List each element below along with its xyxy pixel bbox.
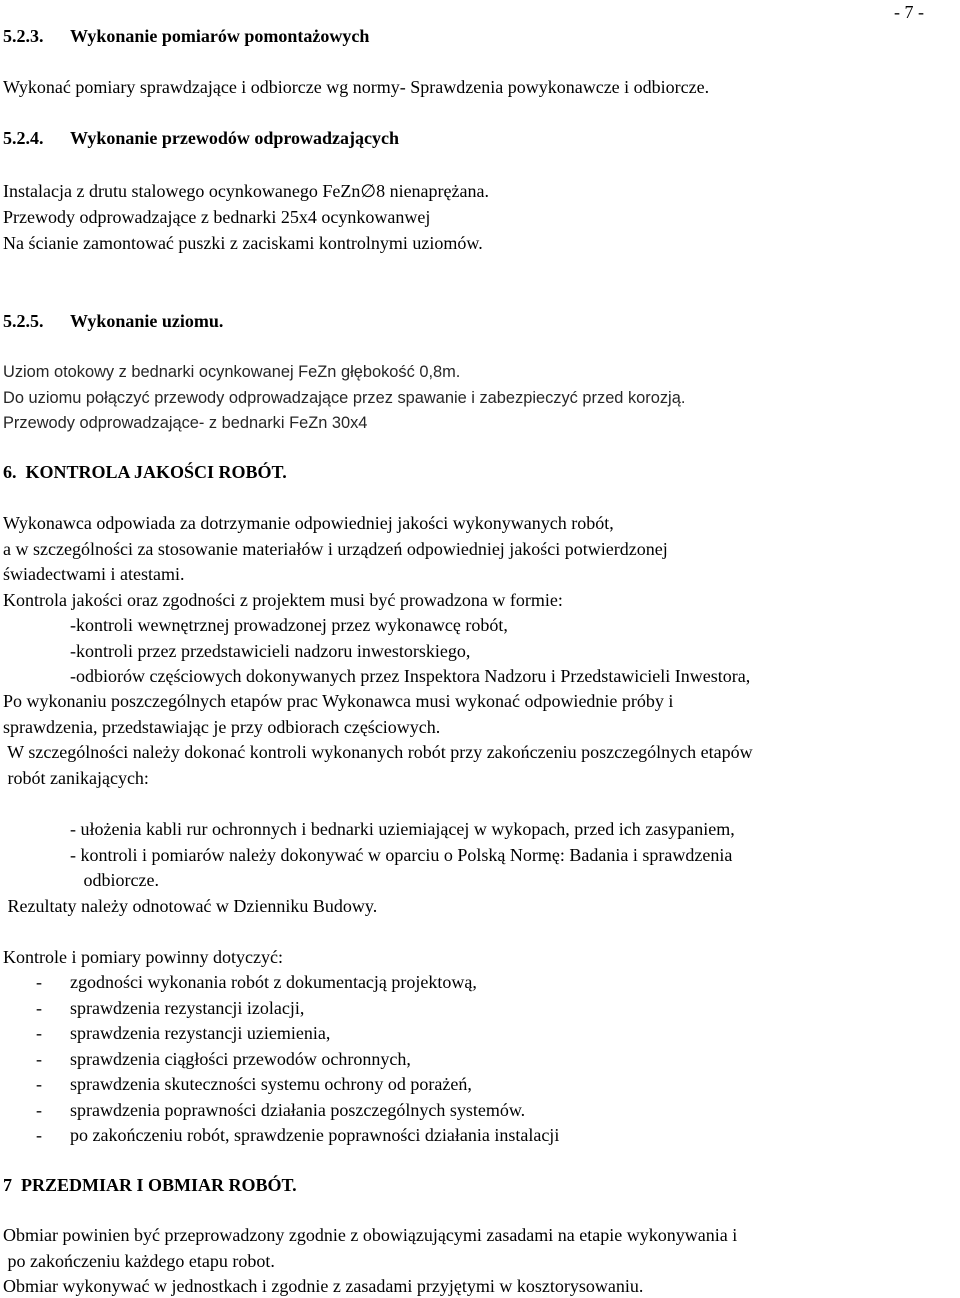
list-item: - kontroli i pomiarów należy dokonywać w oparciu o Polską Normę: Badania i sprawdzenia xyxy=(70,845,733,865)
list-item: -odbiorów częściowych dokonywanych przez Inspektora Nadzoru i Przedstawicieli Inwestora, xyxy=(70,666,751,686)
section-heading-5-2-5 xyxy=(3,310,223,332)
text-line: Obmiar wykonywać w jednostkach i zgodnie z zasadami przyjętymi w kosztorysowaniu. xyxy=(3,1276,644,1296)
text-line: W szczególności należy dokonać kontroli wykonanych robót przy zakończeniu poszczególnych etapów xyxy=(3,742,753,762)
list-dash: - xyxy=(36,1100,42,1120)
list-dash: - xyxy=(36,1023,42,1043)
text-line: świadectwami i atestami. xyxy=(3,564,185,584)
text-line: Przewody odprowadzające- z bednarki FeZn 30x4 xyxy=(3,414,368,432)
list-item: sprawdzenia ciągłości przewodów ochronnych, xyxy=(70,1049,411,1069)
text-line: robót zanikających: xyxy=(3,768,149,788)
list-item: sprawdzenia rezystancji uziemienia, xyxy=(70,1023,331,1043)
text-line: Po wykonaniu poszczególnych etapów prac Wykonawca musi wykonać odpowiednie próby i xyxy=(3,691,674,711)
section-title: Wykonanie uziomu. xyxy=(70,311,224,331)
list-item: -kontroli wewnętrznej prowadzonej przez wykonawcę robót, xyxy=(70,615,508,635)
section-title: Wykonanie przewodów odprowadzających xyxy=(70,128,400,148)
text-line: Wykonawca odpowiada za dotrzymanie odpowiedniej jakości wykonywanych robót, xyxy=(3,513,614,533)
text-line: Obmiar powinien być przeprowadzony zgodnie z obowiązującymi zasadami na etapie wykonywania i xyxy=(3,1225,738,1245)
list-item: zgodności wykonania robót z dokumentacją projektową, xyxy=(70,972,477,992)
text-line: Przewody odprowadzające z bednarki 25x4 ocynkowanwej xyxy=(3,207,431,227)
list-item: po zakończeniu robót, sprawdzenie poprawności działania instalacji xyxy=(70,1125,560,1145)
section-number: 5.2.5. xyxy=(3,311,44,331)
list-item: -kontroli przez przedstawicieli nadzoru inwestorskiego, xyxy=(70,641,471,661)
text-line: Kontrola jakości oraz zgodności z projektem musi być prowadzona w formie: xyxy=(3,590,563,610)
section-number: 5.2.3. xyxy=(3,26,44,46)
list-dash: - xyxy=(36,972,42,992)
text-line: Na ścianie zamontować puszki z zaciskami kontrolnymi uziomów. xyxy=(3,233,483,253)
section-heading-7: 7 PRZEDMIAR I OBMIAR ROBÓT. xyxy=(3,1175,297,1195)
text-line: Kontrole i pomiary powinny dotyczyć: xyxy=(3,947,283,967)
text-line: po zakończeniu każdego etapu robot. xyxy=(3,1251,275,1271)
list-item: - ułożenia kabli rur ochronnych i bednarki uziemiającej w wykopach, przed ich zasypaniem, xyxy=(70,819,735,839)
text-line: Rezultaty należy odnotować w Dzienniku Budowy. xyxy=(3,896,378,916)
text-line: sprawdzenia, przedstawiając je przy odbiorach częściowych. xyxy=(3,717,441,737)
text-line: Uziom otokowy z bednarki ocynkowanej FeZn głębokość 0,8m. xyxy=(3,363,461,381)
section-title: Wykonanie pomiarów pomontażowych xyxy=(70,26,370,46)
page-number: - 7 - xyxy=(894,2,924,22)
section-heading-5-2-3 xyxy=(3,25,369,47)
paragraph: Wykonać pomiary sprawdzające i odbiorcze wg normy- Sprawdzenia powykonawcze i odbiorcze. xyxy=(3,77,710,97)
section-heading-5-2-4 xyxy=(3,127,399,149)
list-item: sprawdzenia poprawności działania poszczególnych systemów. xyxy=(70,1100,526,1120)
list-dash: - xyxy=(36,998,42,1018)
list-dash: - xyxy=(36,1125,42,1145)
list-item: sprawdzenia rezystancji izolacji, xyxy=(70,998,305,1018)
list-dash: - xyxy=(36,1049,42,1069)
section-number: 5.2.4. xyxy=(3,128,44,148)
list-item: sprawdzenia skuteczności systemu ochrony od porażeń, xyxy=(70,1074,472,1094)
text-line: Instalacja z drutu stalowego ocynkowanego FeZn∅8 nienaprężana. xyxy=(3,181,489,201)
section-heading-6: 6. KONTROLA JAKOŚCI ROBÓT. xyxy=(3,462,287,482)
text-line: a w szczególności za stosowanie materiałów i urządzeń odpowiedniej jakości potwierdzonej xyxy=(3,539,668,559)
list-item: odbiorcze. xyxy=(70,870,159,890)
text-line: Do uziomu połączyć przewody odprowadzające przez spawanie i zabezpieczyć przed korozją. xyxy=(3,389,686,407)
list-dash: - xyxy=(36,1074,42,1094)
